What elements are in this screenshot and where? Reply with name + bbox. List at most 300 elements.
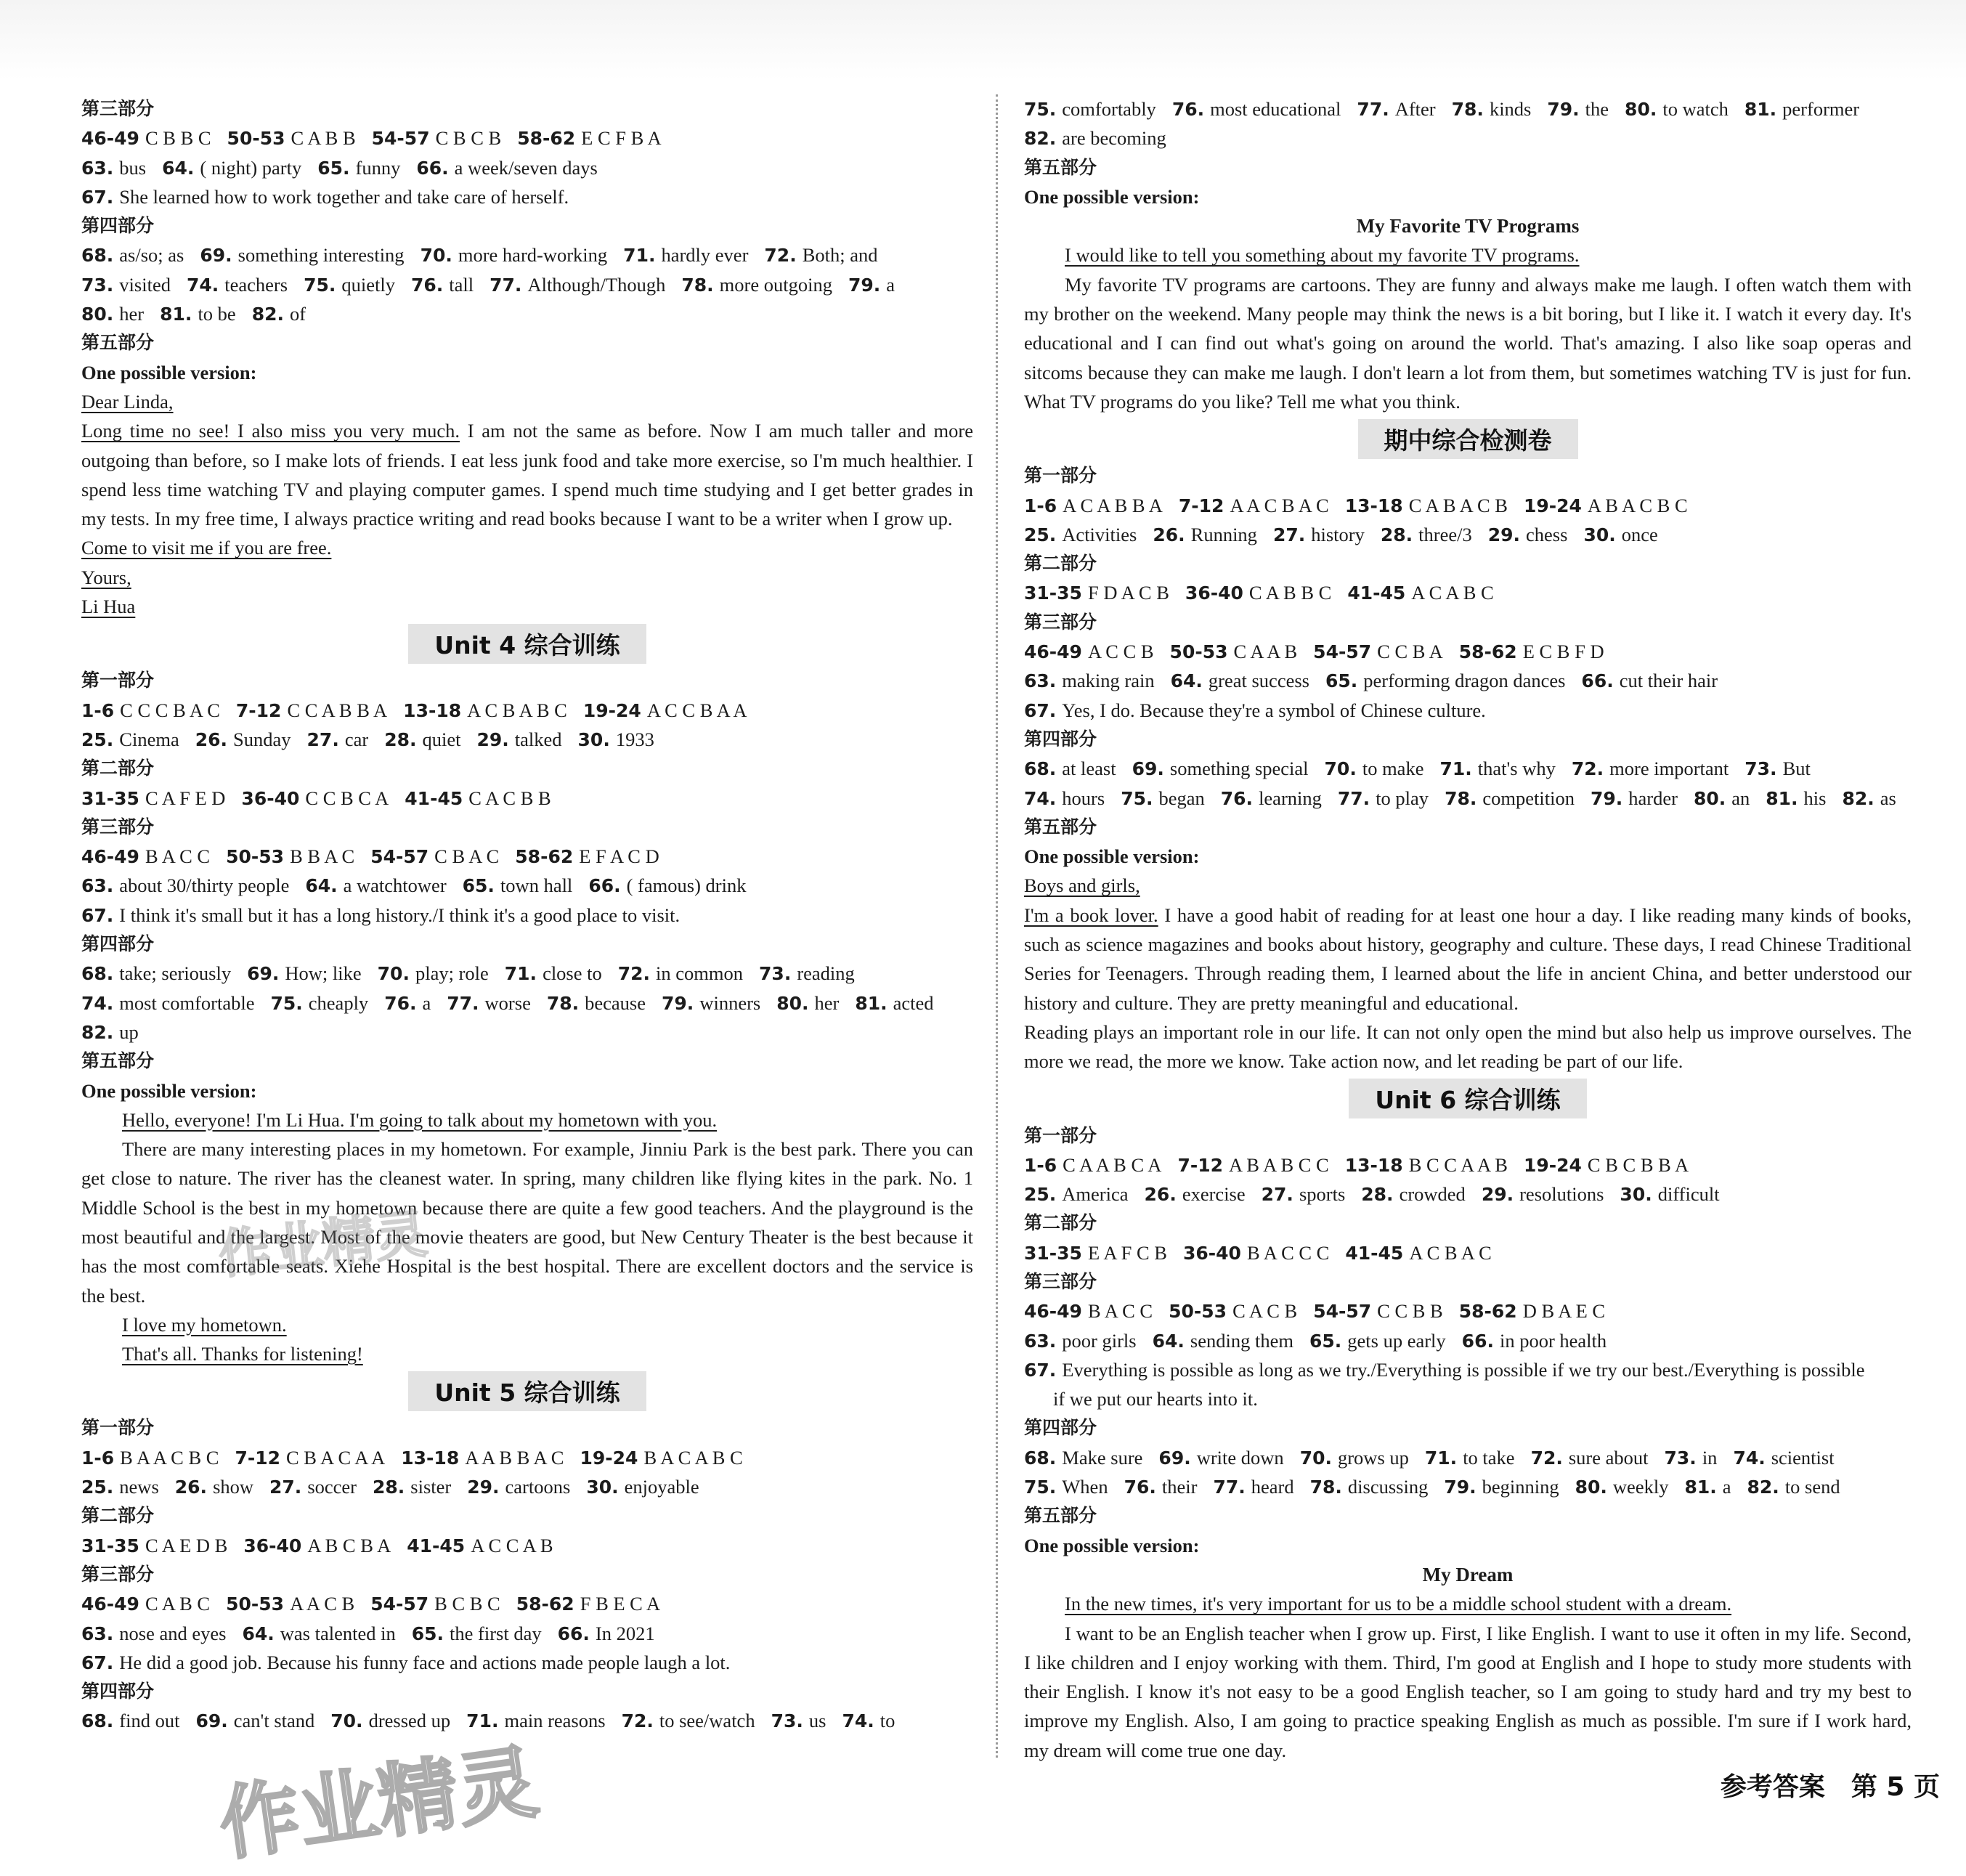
question-number: 65. bbox=[317, 157, 350, 179]
answer-value: a week/seven days bbox=[454, 156, 598, 179]
underlined-sentence: I love my hometown. bbox=[122, 1313, 287, 1336]
question-number: 50-53 bbox=[226, 846, 285, 868]
answer-line bbox=[81, 1589, 973, 1618]
answer-value: a bbox=[422, 991, 431, 1014]
answer-item bbox=[1024, 1447, 1142, 1469]
question-number: 65. bbox=[411, 1623, 444, 1644]
answer-item bbox=[515, 845, 659, 867]
question-number: 79. bbox=[1547, 99, 1580, 120]
question-number: 41-45 bbox=[1345, 1242, 1404, 1264]
answer-item bbox=[516, 1593, 660, 1615]
answer-value: began bbox=[1158, 787, 1205, 809]
answer-line bbox=[1024, 637, 1912, 666]
answer-item bbox=[1172, 98, 1341, 120]
composition-paragraph bbox=[1024, 1589, 1912, 1618]
answer-value: C A A B C A bbox=[1063, 1153, 1162, 1176]
answer-item bbox=[662, 992, 760, 1014]
section-heading: 第四部分 bbox=[81, 933, 155, 955]
answer-line bbox=[81, 270, 973, 299]
question-number: 70. bbox=[420, 245, 452, 267]
answer-item bbox=[580, 1447, 743, 1469]
answer-item bbox=[1325, 670, 1565, 691]
question-number: 75. bbox=[1024, 99, 1057, 120]
answer-value: to take bbox=[1463, 1446, 1515, 1469]
answer-item bbox=[855, 992, 933, 1014]
answer-item bbox=[1024, 1154, 1161, 1176]
question-number: 19-24 bbox=[580, 1447, 638, 1469]
answer-value: Although/Though bbox=[527, 273, 666, 296]
question-number: 72. bbox=[617, 963, 651, 985]
answer-value: ( famous) drink bbox=[626, 874, 747, 897]
answer-line bbox=[1024, 1472, 1912, 1501]
answer-value: tall bbox=[449, 273, 474, 296]
answer-value: more hard-working bbox=[458, 244, 608, 267]
answer-value: C A C B bbox=[1232, 1300, 1298, 1323]
answer-item bbox=[447, 992, 531, 1014]
answer-value: F D A C B bbox=[1087, 582, 1169, 604]
answer-value: B B A C bbox=[290, 845, 355, 868]
answer-item bbox=[1121, 787, 1205, 809]
question-number: 76. bbox=[1124, 1477, 1156, 1498]
answer-value: After bbox=[1394, 98, 1436, 120]
question-number: 67. bbox=[81, 1652, 114, 1673]
answer-value: A C A B B A bbox=[1063, 494, 1163, 516]
answer-item bbox=[81, 274, 171, 296]
answer-value: America bbox=[1062, 1183, 1129, 1206]
question-number: 74. bbox=[81, 992, 114, 1014]
right-column bbox=[1024, 94, 1912, 1765]
question-number: 31-35 bbox=[1024, 1242, 1082, 1264]
question-number: 46-49 bbox=[1024, 641, 1082, 663]
answer-item bbox=[1684, 1476, 1731, 1498]
answer-value: C B A C bbox=[434, 845, 500, 868]
answer-item bbox=[490, 274, 665, 296]
answer-value: difficult bbox=[1657, 1183, 1720, 1206]
answer-line bbox=[81, 1443, 973, 1472]
answer-item bbox=[1024, 127, 1166, 149]
answer-item bbox=[1439, 758, 1555, 779]
question-number: 76. bbox=[1171, 99, 1205, 120]
question-number: 66. bbox=[588, 875, 621, 897]
answer-line bbox=[81, 182, 973, 211]
answer-value: something special bbox=[1169, 758, 1309, 780]
answer-item bbox=[1591, 787, 1678, 809]
answer-item bbox=[1445, 787, 1575, 809]
answer-value: A A C B A C bbox=[1230, 494, 1329, 516]
answer-value: teachers bbox=[224, 273, 288, 296]
answer-value: A A B B A C bbox=[465, 1446, 564, 1469]
section-heading: 第三部分 bbox=[81, 98, 155, 119]
answer-line bbox=[1024, 784, 1912, 813]
question-number: 73. bbox=[81, 274, 114, 296]
question-number: 30. bbox=[1583, 524, 1616, 545]
answer-value: B A C A B C bbox=[643, 1446, 743, 1469]
answer-item bbox=[195, 728, 291, 750]
answer-item bbox=[378, 962, 489, 984]
section-heading: 第四部分 bbox=[1024, 728, 1097, 750]
answer-item bbox=[1733, 1447, 1834, 1469]
answer-value: bus bbox=[119, 156, 147, 179]
question-number: 54-57 bbox=[370, 846, 429, 868]
answer-item bbox=[764, 244, 877, 266]
answer-value: C A C B B bbox=[468, 787, 551, 809]
question-number: 76. bbox=[384, 992, 417, 1014]
question-number: 36-40 bbox=[243, 1535, 302, 1556]
answer-item bbox=[1170, 641, 1298, 662]
answer-item bbox=[1213, 1476, 1293, 1498]
question-number: 68. bbox=[81, 963, 114, 985]
answer-item bbox=[305, 874, 446, 896]
question-number: 65. bbox=[1325, 670, 1358, 692]
answer-item bbox=[1145, 1183, 1246, 1205]
section-heading: 第三部分 bbox=[1024, 611, 1097, 633]
underlined-sentence: I'm a book lover. bbox=[1024, 904, 1158, 926]
answer-item bbox=[1169, 1300, 1297, 1322]
answer-line bbox=[1024, 754, 1912, 783]
answer-item bbox=[1177, 1154, 1328, 1176]
section-heading: 第一部分 bbox=[81, 670, 155, 691]
question-number: 25. bbox=[1024, 1184, 1057, 1206]
answer-item bbox=[463, 874, 573, 896]
question-number: 82. bbox=[251, 304, 284, 325]
answer-value: Both; and bbox=[802, 244, 878, 267]
question-number: 80. bbox=[776, 992, 809, 1014]
answer-value: something interesting bbox=[237, 244, 405, 267]
question-number: 74. bbox=[1733, 1447, 1766, 1469]
answer-value: She learned how to work together and take care of herself. bbox=[119, 185, 569, 208]
answer-item bbox=[243, 1535, 391, 1556]
answer-value: C A B C bbox=[145, 1593, 211, 1615]
answer-value: 1933 bbox=[615, 728, 654, 750]
answer-item bbox=[81, 157, 146, 179]
answer-value: once bbox=[1621, 523, 1658, 545]
answer-item bbox=[558, 1623, 655, 1644]
answer-line bbox=[81, 153, 973, 182]
answer-item bbox=[1462, 1330, 1606, 1352]
paragraph-text: I have a good habit of reading for at least one hour a day. I like reading many kinds of books, such as science magazines and books about history, geography and culture. These days, I read Chinese Traditional Series for Teenagers. Through reading them, I learned about the life in ancient China, and better understood our history and culture. They are pretty meaningful and educational. bbox=[1024, 904, 1912, 1014]
answer-value: harder bbox=[1628, 787, 1678, 809]
answer-value: are becoming bbox=[1062, 127, 1166, 150]
answer-value: worse bbox=[484, 991, 531, 1014]
answer-line bbox=[1024, 1179, 1912, 1209]
question-number: 63. bbox=[1024, 1330, 1057, 1352]
question-number: 63. bbox=[1024, 670, 1057, 692]
unit-banner bbox=[81, 621, 973, 666]
answer-value: B A A C B C bbox=[120, 1446, 219, 1469]
answer-item bbox=[1425, 1447, 1515, 1469]
answer-item bbox=[1024, 787, 1105, 809]
answer-value: D B A E C bbox=[1522, 1300, 1606, 1323]
answer-item bbox=[304, 274, 395, 296]
question-number: 7-12 bbox=[1177, 1154, 1223, 1176]
answer-value: to watch bbox=[1662, 98, 1729, 120]
answer-item bbox=[252, 303, 306, 325]
answer-line bbox=[1024, 1238, 1912, 1267]
question-number: 19-24 bbox=[582, 699, 641, 721]
answer-item bbox=[1024, 98, 1156, 120]
answer-value: C A B B C bbox=[1248, 582, 1332, 604]
answer-value: up bbox=[119, 1020, 139, 1043]
question-number: 76. bbox=[410, 274, 444, 296]
question-number: 81. bbox=[1684, 1477, 1717, 1498]
answer-value: dressed up bbox=[368, 1710, 451, 1732]
question-number: 41-45 bbox=[1347, 582, 1406, 604]
answer-value: to see/watch bbox=[659, 1710, 755, 1732]
answer-value: her bbox=[814, 991, 840, 1014]
question-number: 73. bbox=[1664, 1447, 1697, 1469]
answer-item bbox=[1583, 524, 1657, 545]
question-number: 26. bbox=[1153, 524, 1185, 545]
answer-value: hardly ever bbox=[661, 244, 749, 267]
question-number: 79. bbox=[1590, 787, 1623, 809]
answer-line bbox=[1024, 666, 1912, 695]
question-number: 46-49 bbox=[1024, 1301, 1082, 1323]
answer-line bbox=[1024, 94, 1912, 123]
question-number: 19-24 bbox=[1523, 495, 1582, 516]
answer-item bbox=[1313, 641, 1443, 662]
question-number: 26. bbox=[1144, 1184, 1177, 1206]
question-number: 13-18 bbox=[401, 1447, 460, 1469]
answer-value: C B A C A A bbox=[286, 1446, 386, 1469]
answer-item bbox=[405, 787, 551, 809]
question-number: 70. bbox=[1324, 758, 1357, 780]
question-number: 81. bbox=[160, 304, 192, 325]
answer-value: as/so; as bbox=[119, 244, 184, 267]
answer-value: a bbox=[1722, 1476, 1731, 1498]
section-heading: 第四部分 bbox=[81, 215, 155, 237]
question-number: 68. bbox=[1024, 758, 1057, 780]
question-number: 71. bbox=[504, 963, 537, 985]
answer-item bbox=[1345, 1154, 1508, 1176]
answer-item bbox=[1744, 758, 1811, 779]
answer-value: C A A B bbox=[1233, 641, 1298, 663]
version-label: One possible version: bbox=[81, 1079, 257, 1102]
question-number: 19-24 bbox=[1523, 1154, 1582, 1176]
answer-value: nose and eyes bbox=[119, 1622, 227, 1644]
underlined-sentence: I would like to tell you something about my favorite TV programs. bbox=[1065, 244, 1580, 267]
answer-value: Sunday bbox=[233, 728, 291, 750]
answer-value: cheaply bbox=[308, 991, 369, 1014]
answer-item bbox=[370, 1593, 500, 1615]
question-number: 28. bbox=[384, 728, 417, 750]
answer-value: C C C B A C bbox=[120, 699, 220, 721]
answer-value: B A C C bbox=[145, 845, 211, 868]
answer-value: talked bbox=[514, 728, 562, 750]
answer-value: E F A C D bbox=[579, 845, 659, 868]
answer-value: the first day bbox=[450, 1622, 542, 1644]
answer-item bbox=[1313, 1300, 1443, 1322]
answer-item bbox=[407, 1535, 553, 1556]
answer-value: sister bbox=[410, 1476, 452, 1498]
version-label: One possible version: bbox=[1024, 1534, 1200, 1556]
answer-item bbox=[81, 845, 210, 867]
answer-item bbox=[1747, 1476, 1840, 1498]
answer-item bbox=[81, 244, 184, 266]
answer-value: more outgoing bbox=[719, 273, 832, 296]
answer-value: E C F B A bbox=[581, 127, 662, 150]
question-number: 64. bbox=[1152, 1330, 1185, 1352]
question-number: 54-57 bbox=[1313, 1301, 1372, 1323]
question-number: 27. bbox=[269, 1477, 302, 1498]
answer-item bbox=[1345, 495, 1508, 516]
answer-item bbox=[1347, 582, 1493, 604]
answer-item bbox=[547, 992, 646, 1014]
answer-value: C A B A C B bbox=[1408, 494, 1508, 516]
answer-item bbox=[372, 127, 502, 149]
answer-item bbox=[421, 244, 608, 266]
answer-line bbox=[81, 725, 973, 754]
paragraph-text: I am not the same as before. Now I am much taller and more outgoing than before, so I make lots of friends. I eat less junk food and take more exercise, so I'm much healthier. I spend less time watching TV and playing computer games. I spend much time studying and I get better grades in my tests. In my free time, I always practice writing and read books because I want to be a writer when I grow up. bbox=[81, 420, 973, 530]
answer-value: C A F E D bbox=[145, 787, 226, 809]
answer-value: poor girls bbox=[1062, 1329, 1137, 1352]
question-number: 25. bbox=[1024, 524, 1057, 545]
text-line: Dear Linda, bbox=[81, 390, 174, 413]
text-line: Li Hua bbox=[81, 596, 136, 618]
section-heading: 第一部分 bbox=[81, 1417, 155, 1439]
paragraph-text: I want to be an English teacher when I grow up. First, I like English. I want to use it often in my life. Second, I like children and I enjoy working with them. Third, I'm good at English and I hope to study more students with their English. I know it's not easy to be a good English teacher, so I am going to study hard and try my best to improve my English. Also, I am going to practice speaking English as much as possible. I'm sure if I work hard, my dream will come true one day. bbox=[1024, 1622, 1912, 1761]
answer-item bbox=[776, 992, 839, 1014]
unit-banner bbox=[81, 1368, 973, 1413]
answer-value: was talented in bbox=[280, 1622, 396, 1644]
question-number: 1-6 bbox=[1024, 495, 1057, 516]
answer-item bbox=[195, 1710, 314, 1731]
answer-item bbox=[1262, 1183, 1346, 1205]
answer-item bbox=[1531, 1447, 1649, 1469]
question-number: 82. bbox=[1747, 1477, 1779, 1498]
answer-item bbox=[247, 962, 362, 984]
section-heading: 第一部分 bbox=[1024, 465, 1097, 487]
answer-item bbox=[1024, 1183, 1129, 1205]
question-number: 1-6 bbox=[1024, 1154, 1057, 1176]
question-number: 80. bbox=[1575, 1477, 1607, 1498]
question-number: 54-57 bbox=[371, 128, 430, 150]
version-label: One possible version: bbox=[81, 361, 257, 383]
composition-title: My Dream bbox=[1422, 1563, 1514, 1585]
answer-value: sure about bbox=[1568, 1446, 1649, 1469]
answer-value: a bbox=[886, 273, 895, 296]
answer-value: take; seriously bbox=[119, 962, 232, 985]
composition-paragraph bbox=[1024, 1619, 1912, 1765]
answer-value: acted bbox=[893, 991, 934, 1014]
answer-value: play; role bbox=[415, 962, 489, 985]
answer-line bbox=[81, 123, 973, 153]
version-label: One possible version: bbox=[1024, 845, 1200, 868]
question-number: 75. bbox=[304, 274, 336, 296]
question-number: 68. bbox=[81, 1710, 114, 1732]
question-number: 13-18 bbox=[403, 699, 462, 721]
question-number: 66. bbox=[416, 157, 449, 179]
underlined-sentence: Hello, everyone! I'm Li Hua. I'm going to talk about my hometown with you. bbox=[122, 1108, 718, 1131]
answer-item bbox=[1694, 787, 1750, 809]
answer-value: gets up early bbox=[1347, 1329, 1446, 1352]
question-number: 66. bbox=[557, 1623, 590, 1644]
answer-item bbox=[81, 1535, 227, 1556]
answer-value: F B E C A bbox=[580, 1593, 661, 1615]
answer-item bbox=[1459, 1300, 1605, 1322]
question-number: 1-6 bbox=[81, 699, 115, 721]
question-number: 30. bbox=[1620, 1184, 1652, 1206]
section-heading: 第五部分 bbox=[81, 332, 155, 354]
answer-value: When bbox=[1062, 1476, 1108, 1498]
section-heading: 第一部分 bbox=[1024, 1124, 1097, 1146]
section-heading: 第四部分 bbox=[81, 1681, 155, 1702]
question-number: 82. bbox=[81, 1021, 114, 1043]
question-number: 78. bbox=[681, 274, 714, 296]
answer-item bbox=[81, 1652, 730, 1673]
question-number: 46-49 bbox=[81, 846, 139, 868]
question-number: 79. bbox=[662, 992, 694, 1014]
composition-paragraph bbox=[81, 1105, 973, 1134]
answer-line bbox=[81, 842, 973, 871]
answer-value: her bbox=[119, 303, 145, 325]
question-number: 72. bbox=[1571, 758, 1604, 780]
answer-item bbox=[1444, 1476, 1559, 1498]
section-heading: 第三部分 bbox=[1024, 1270, 1097, 1292]
answer-item bbox=[1766, 787, 1826, 809]
answer-item bbox=[81, 904, 680, 926]
question-number: 27. bbox=[1261, 1184, 1293, 1206]
question-number: 81. bbox=[855, 992, 887, 1014]
answer-value: ( night) party bbox=[200, 156, 302, 179]
answer-item bbox=[759, 962, 855, 984]
question-number: 64. bbox=[242, 1623, 275, 1644]
question-number: 76. bbox=[1220, 787, 1254, 809]
answer-value: comfortably bbox=[1062, 98, 1156, 120]
answer-item bbox=[162, 157, 301, 179]
question-number: 74. bbox=[186, 274, 219, 296]
column-divider bbox=[996, 94, 998, 1758]
answer-value: in common bbox=[656, 962, 744, 985]
answer-value: discussing bbox=[1347, 1476, 1429, 1498]
answer-value: A B A B C C bbox=[1229, 1153, 1329, 1176]
question-number: 69. bbox=[195, 1710, 228, 1732]
question-number: 80. bbox=[1625, 99, 1657, 120]
answer-item bbox=[401, 1447, 564, 1469]
answer-item bbox=[618, 962, 743, 984]
answer-value: his bbox=[1803, 787, 1827, 809]
question-number: 69. bbox=[1132, 758, 1164, 780]
answer-value: B A C C bbox=[1087, 1300, 1153, 1323]
answer-item bbox=[81, 992, 254, 1014]
answer-item bbox=[505, 962, 602, 984]
answer-item bbox=[241, 787, 389, 809]
question-number: 29. bbox=[476, 728, 509, 750]
answer-item bbox=[467, 1476, 570, 1498]
underlined-sentence: Long time no see! I also miss you very much. bbox=[81, 420, 460, 442]
question-number: 81. bbox=[1766, 787, 1798, 809]
answer-line bbox=[81, 988, 973, 1018]
answer-item bbox=[1300, 1447, 1409, 1469]
answer-value: Running bbox=[1190, 523, 1257, 545]
answer-value: B C B C bbox=[434, 1593, 500, 1615]
question-number: 73. bbox=[1744, 758, 1777, 780]
answer-line bbox=[81, 299, 973, 328]
answer-line bbox=[81, 1648, 973, 1677]
question-number: 69. bbox=[1158, 1447, 1191, 1469]
answer-value: A B A C B C bbox=[1587, 494, 1688, 516]
composition-paragraph bbox=[1024, 270, 1912, 416]
question-number: 29. bbox=[1481, 1184, 1514, 1206]
answer-item bbox=[1153, 1330, 1293, 1352]
answer-item bbox=[622, 1710, 755, 1731]
answer-value: main reasons bbox=[504, 1710, 606, 1732]
answer-item bbox=[1338, 787, 1429, 809]
answer-item bbox=[226, 1593, 354, 1615]
answer-line bbox=[81, 1018, 973, 1047]
answer-item bbox=[578, 728, 654, 750]
question-number: 54-57 bbox=[1313, 641, 1372, 663]
answer-item bbox=[1572, 758, 1729, 779]
